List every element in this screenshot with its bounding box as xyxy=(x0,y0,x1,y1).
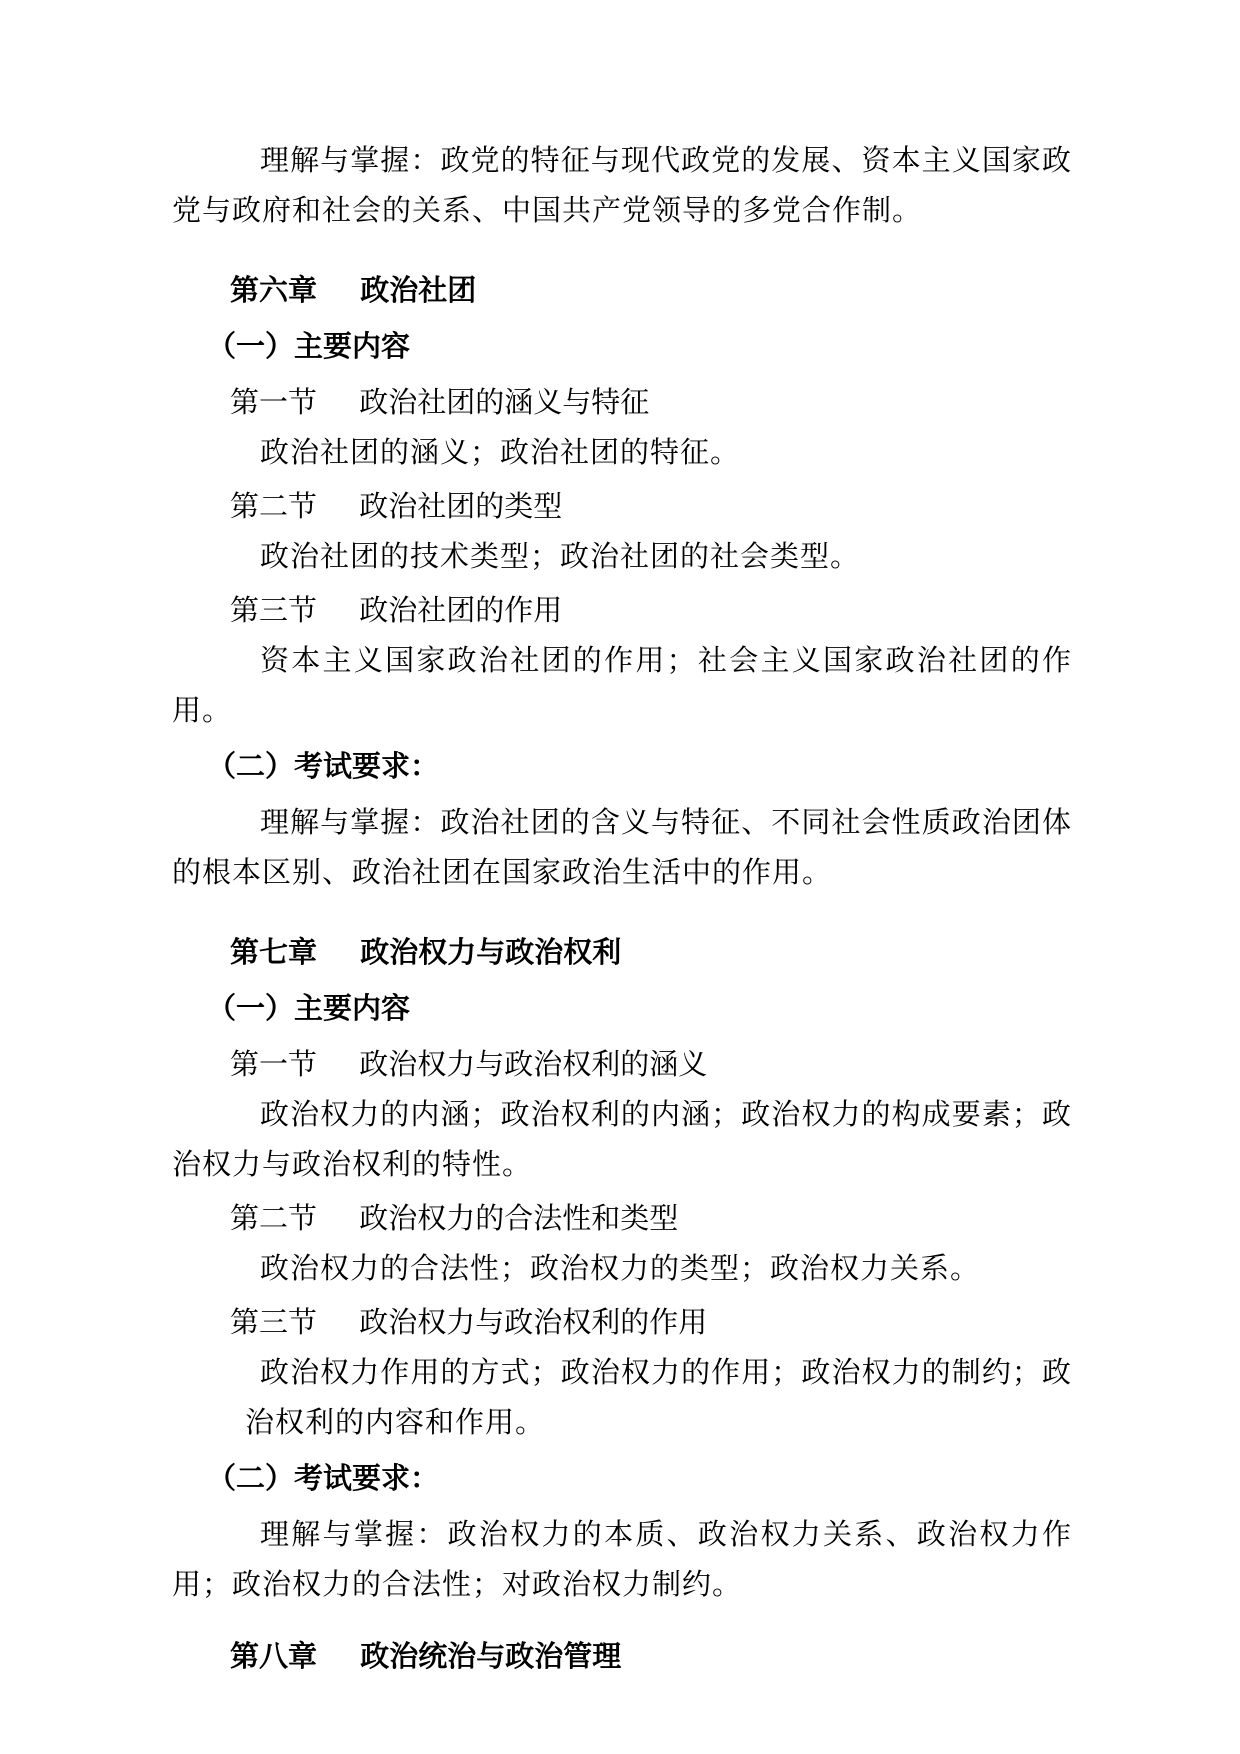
chapter7-heading xyxy=(230,928,1072,978)
chapter8-title: 政治统治与政治管理 xyxy=(360,1641,622,1673)
chapter7-section2-label: 第二节 xyxy=(230,1203,318,1235)
chapter7-section1-heading xyxy=(230,1040,1072,1090)
chapter7-section1-title: 政治权力与政治权利的涵义 xyxy=(359,1049,708,1081)
chapter6-section2-label: 第二节 xyxy=(230,491,318,523)
chapter7-section3-label: 第三节 xyxy=(230,1307,318,1339)
chapter6-section2-heading xyxy=(230,482,1072,532)
chapter6-title: 政治社团 xyxy=(360,275,477,307)
chapter6-exam-requirements-paragraph: 理解与掌握：政治社团的含义与特征、不同社会性质政治团体的根本区别、政治社团在国家政治生活中的作用。 xyxy=(172,807,1072,889)
chapter6-section2-title: 政治社团的类型 xyxy=(359,491,563,523)
chapter7-section2-heading xyxy=(230,1194,1072,1244)
chapter7-section1-label: 第一节 xyxy=(230,1049,318,1081)
chapter6-section1-content: 政治社团的涵义；政治社团的特征。 xyxy=(260,437,741,469)
chapter7-section3-title: 政治权力与政治权利的作用 xyxy=(359,1307,708,1339)
chapter6-section2-content: 政治社团的技术类型；政治社团的社会类型。 xyxy=(260,541,861,573)
chapter6-section3-title: 政治社团的作用 xyxy=(359,595,563,627)
chapter7-section3-heading xyxy=(230,1298,1072,1348)
chapter7-title: 政治权力与政治权利 xyxy=(360,937,622,969)
chapter6-section3-content: 资本主义国家政治社团的作用；社会主义国家政治社团的作用。 xyxy=(172,645,1072,727)
chapter7-section3-content: 政治权力作用的方式；政治权力的作用；政治权力的制约；政治权利的内容和作用。 xyxy=(245,1357,1072,1439)
chapter6-main-content-heading: （一）主要内容 xyxy=(207,331,411,363)
chapter7-exam-requirements-paragraph: 理解与掌握：政治权力的本质、政治权力关系、政治权力作用；政治权力的合法性；对政治权力制约。 xyxy=(172,1519,1072,1601)
chapter7-section2-title: 政治权力的合法性和类型 xyxy=(359,1203,679,1235)
chapter7-number: 第七章 xyxy=(230,937,318,969)
chapter6-section3-label: 第三节 xyxy=(230,595,318,627)
chapter7-main-content-heading: （一）主要内容 xyxy=(207,993,411,1025)
chapter7-section1-content: 政治权力的内涵；政治权利的内涵；政治权力的构成要素；政治权力与政治权利的特性。 xyxy=(172,1099,1072,1181)
chapter6-heading xyxy=(230,266,1072,316)
chapter6-exam-requirements-heading: （二）考试要求： xyxy=(207,751,440,783)
chapter6-section3-heading xyxy=(230,586,1072,636)
chapter6-section1-title: 政治社团的涵义与特征 xyxy=(359,387,650,419)
chapter8-heading xyxy=(230,1632,1072,1682)
chapter6-section1-heading xyxy=(230,378,1072,428)
chapter6-number: 第六章 xyxy=(230,275,318,307)
chapter7-section2-content: 政治权力的合法性；政治权力的类型；政治权力关系。 xyxy=(260,1253,981,1285)
chapter7-exam-requirements-heading: （二）考试要求： xyxy=(207,1463,440,1495)
chapter8-number: 第八章 xyxy=(230,1641,318,1673)
chapter6-section1-label: 第一节 xyxy=(230,387,318,419)
carryover-requirements-paragraph: 理解与掌握：政党的特征与现代政党的发展、资本主义国家政党与政府和社会的关系、中国共产党领导的多党合作制。 xyxy=(172,145,1072,227)
